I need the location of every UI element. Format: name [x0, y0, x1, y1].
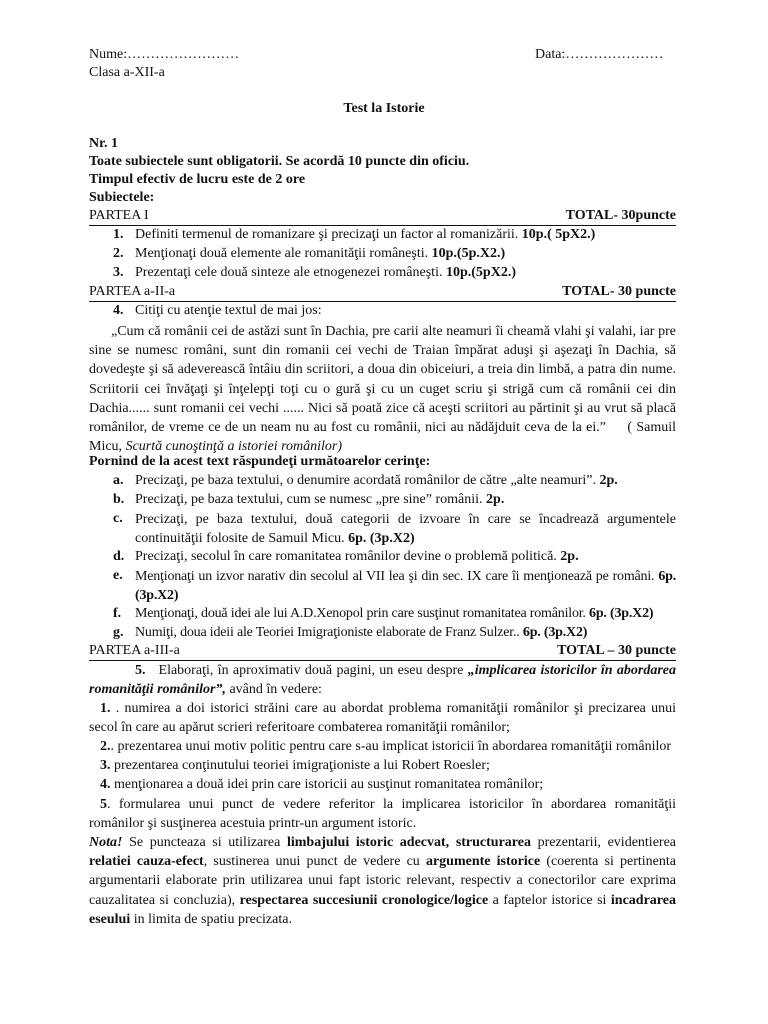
part-3-total: TOTAL – 30 puncte — [557, 643, 676, 658]
p3-point-text: . prezentarea unui motiv politic pentru care s-au implicat istoricii în abordarea romanităţii românilor — [110, 739, 672, 754]
note-label: Nota! — [89, 835, 123, 850]
part-3-title: PARTEA a-III-a — [89, 643, 180, 658]
p2-item-text: Numiţi, doua ideii ale Teoriei Imigraţioniste elaborate de Franz Sulzer.. — [135, 625, 523, 640]
class-label: Clasa a-XII-a — [89, 65, 165, 80]
p3-point-text: . numirea a doi istorici străini care au abordat problema romanităţii românilor şi precizarea unui secol în care au apărut scrieri referitoare combaterea romanităţii românilor; — [89, 701, 676, 736]
part-2-header — [89, 283, 676, 302]
note-emphasis: argumente istorice — [425, 854, 541, 870]
p3-essay-topic: „implicarea istoricilor în abordarea romanităţii românilor”, — [89, 663, 676, 698]
page-title: Test la Istorie — [343, 101, 425, 116]
part-1-total: TOTAL- 30puncte — [565, 208, 676, 223]
note-emphasis: incadrarea eseului — [89, 892, 676, 927]
p1-item-2 — [135, 245, 505, 263]
source-quote: „Cum că românii cei de astăzi sunt în Dachia, pre carii alte neamuri îi cheamă vlahi şi valahi, iar pre sine se numesc români, sunt din romanii cei vechi de Traian împărat aduşi şi aşezaţi în Dachia, să dovedeşte şi să adeverească întâiu din scriitori, a doua din obiceiuri, a treia din limbă, a patra din nume. Scriitorii cei învăţaţi şi înţelepţi toţi cu o gură şi cu un cuget scriu şi strigă cum că românii cei din Dachia...... sunt romanii cei vechi ...... Nici să poată zice că aceşti scriitori au părtinit şi au vrut să placă românilor, de vreme ce de un neam nu au fost cu românii, nici au nădăjduit ceva de la ei.” — [89, 324, 676, 436]
p3-point-text: prezentarea conţinutului teoriei imigraţioniste a lui Robert Roesler; — [110, 758, 490, 773]
note-emphasis: respectarea succesiunii cronologice/logice — [239, 892, 489, 908]
p2-item-c — [135, 510, 676, 548]
instructions-line-2: Timpul efectiv de lucru este de 2 ore — [89, 172, 306, 187]
p2-item-points: 2p. — [560, 549, 579, 564]
p2-item-4-num: 4. — [113, 303, 124, 318]
p2-item-text: Precizaţi, pe baza textului, o denumire acordată românilor de către „alte neamuri”. — [135, 473, 600, 488]
quote-source-title: Scurtă cunoştinţă a istoriei românilor) — [125, 439, 343, 455]
grading-note — [89, 833, 676, 929]
test-number: Nr. 1 — [89, 136, 119, 151]
p2-item-text: Precizaţi, secolul în care romanitatea românilor devine o problemă politică. — [135, 549, 561, 564]
p1-item-num: 3. — [113, 265, 124, 280]
p2-item-d — [135, 548, 579, 566]
p2-item-points: 6p.(3p.X2) — [135, 569, 676, 604]
note-text: , sustinerea unui punct de vedere cu — [203, 854, 426, 870]
source-quote-block — [89, 322, 676, 456]
p3-item-5-after: având în vedere: — [225, 682, 322, 698]
note-text: a faptelor istorice si — [488, 892, 611, 908]
quote-source: ( Samuil Micu, — [89, 420, 676, 455]
p2-item-text: Precizaţi, pe baza textului, două categorii de izvoare în care se încadrează argumentele continuităţii folosite de Samuil Micu. — [135, 512, 676, 547]
p2-item-4-text: Citiţi cu atenţie textul de mai jos: — [135, 303, 322, 318]
note-emphasis: limbajului istoric adecvat, structurarea — [286, 835, 531, 850]
p1-item-num: 1. — [113, 227, 124, 242]
p2-item-points: 2p. — [486, 492, 505, 507]
p2-letter: b. — [113, 492, 125, 507]
note-text: in limita de spatiu precizata. — [130, 911, 292, 927]
p1-item-text: Definiti termenul de romanizare şi precizaţi un factor al romanizării. — [135, 227, 522, 242]
part-1-title: PARTEA I — [89, 208, 149, 223]
p2-item-g — [135, 624, 587, 642]
p3-point-1 — [89, 699, 676, 737]
subjects-heading: Subiectele: — [89, 190, 155, 205]
p2-item-points: 6p. (3p.X2) — [522, 625, 588, 640]
p1-item-points: 10p.(5p.X2.) — [431, 246, 506, 261]
note-emphasis: relatiei cauza-efect — [89, 854, 204, 870]
p3-point-num: 4. — [100, 777, 111, 792]
p2-letter: g. — [113, 625, 124, 640]
note-text: prezentarii, evidentierea — [530, 835, 676, 850]
name-field-label: Nume:…………………… — [89, 47, 240, 62]
p3-point-3 — [100, 757, 490, 775]
p1-item-points: 10p.(5pX2.) — [445, 265, 516, 280]
p3-point-text: menţionarea a două idei prin care istoricii au susţinut romanitatea românilor; — [110, 777, 544, 792]
p2-item-e — [135, 567, 676, 605]
p1-item-text: Prezentaţi cele două sinteze ale etnogenezei româneşti. — [135, 265, 446, 280]
part-2-title: PARTEA a-II-a — [89, 284, 176, 299]
p3-point-5 — [89, 795, 676, 833]
p2-letter: a. — [113, 473, 124, 488]
p1-item-3 — [135, 264, 516, 282]
p3-point-num: 5 — [100, 797, 107, 812]
p3-point-num: 2. — [100, 739, 111, 754]
p2-item-f — [135, 605, 653, 623]
note-text: Se puncteaza si utilizarea — [122, 835, 287, 850]
p2-letter: c. — [113, 511, 123, 526]
p3-point-4 — [100, 776, 543, 794]
p3-point-2 — [100, 738, 671, 756]
p3-item-5-num: 5. — [135, 663, 146, 678]
p2-instruction: Pornind de la acest text răspundeţi următoarelor cerinţe: — [89, 454, 431, 469]
p1-item-text: Menţionaţi două elemente ale romanităţii româneşti. — [135, 246, 432, 261]
p2-item-points: 6p. (3p.X2) — [348, 531, 415, 547]
p3-item-5-text: Elaboraţi, în aproximativ două pagini, un eseu despre — [158, 663, 468, 678]
p3-point-num: 1. — [100, 701, 111, 716]
instructions-line-1: Toate subiectele sunt obligatorii. Se acordă 10 puncte din oficiu. — [89, 154, 470, 169]
note-text: (coerenta si pertinenta argumentarii elaborate prin utilizarea unui fapt istoric relevant, respectiv a conectorilor care exprima cauzalitatea si concluzia), — [89, 854, 676, 908]
p2-item-b — [135, 491, 504, 509]
p2-item-a — [135, 472, 618, 490]
p3-point-num: 3. — [100, 758, 111, 773]
part-1-header — [89, 207, 676, 226]
p2-item-text: Menţionaţi un izvor narativ din secolul al VII lea şi din sec. IX care îi menţionează pe români. — [135, 569, 659, 584]
p2-letter: d. — [113, 549, 125, 564]
p2-item-points: 2p. — [599, 473, 618, 488]
p2-item-text: Menţionaţi, două idei ale lui A.D.Xenopol prin care susţinut romanitatea românilor. — [135, 606, 590, 621]
p1-item-points: 10p.( 5pX2.) — [521, 227, 596, 242]
date-field-label: Data:………………… — [535, 47, 664, 62]
p2-letter: e. — [113, 568, 123, 583]
p2-item-points: 6p. (3p.X2) — [589, 606, 654, 621]
p1-item-1 — [135, 226, 595, 244]
part-2-total: TOTAL- 30 puncte — [562, 284, 676, 299]
p2-letter: f. — [113, 606, 122, 621]
part-3-header — [89, 642, 676, 661]
p1-item-num: 2. — [113, 246, 124, 261]
p3-item-5 — [89, 661, 676, 699]
p3-point-text: . formularea unui punct de vedere referitor la implicarea istoricilor în abordarea romanităţii românilor şi susţinerea acestuia printr-un argument istoric. — [89, 797, 676, 832]
p2-item-text: Precizaţi, pe baza textului, cum se numesc „pre sine” românii. — [135, 492, 487, 507]
